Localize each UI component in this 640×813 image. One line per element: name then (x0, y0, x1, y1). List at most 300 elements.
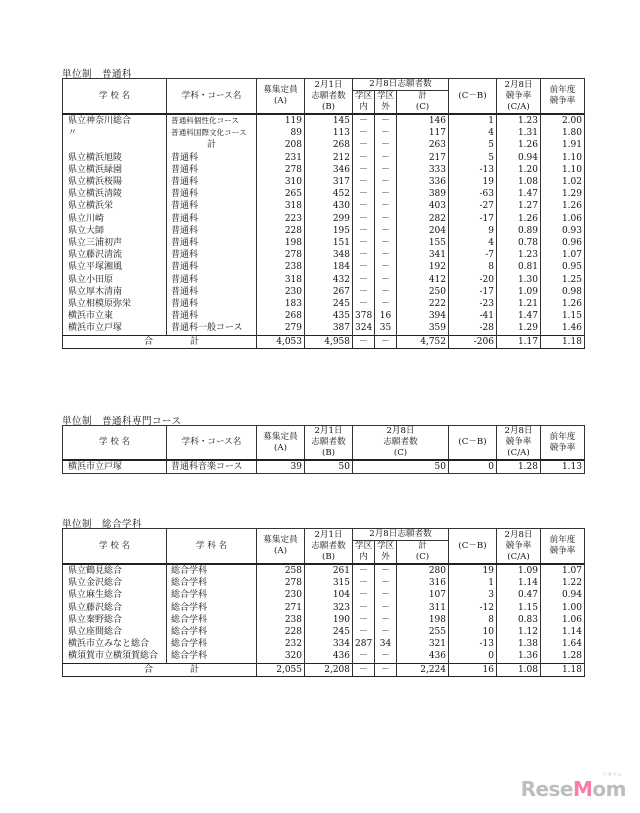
cell-ratio: 1.09 (497, 286, 541, 298)
cell-diff: -7 (449, 249, 497, 261)
cell-outside: － (375, 152, 397, 164)
cell-feb1: 436 (305, 650, 353, 662)
table-row (63, 650, 585, 662)
cell-quota: 39 (257, 461, 305, 473)
header-diff: (C－B) (449, 79, 497, 115)
cell-ratio: 1.27 (497, 200, 541, 212)
total-diff: -206 (449, 335, 497, 348)
cell-school: 〃 (63, 127, 167, 139)
header-quota: 募集定員 (A) (257, 529, 305, 565)
cell-diff: 1 (449, 115, 497, 127)
total-row (63, 663, 585, 676)
cell-total: 336 (397, 176, 449, 188)
cell-diff: 4 (449, 127, 497, 139)
cell-school: 横浜市立戸塚 (63, 322, 167, 334)
cell-outside: － (375, 249, 397, 261)
cell-inside: － (353, 164, 375, 176)
cell-outside: － (375, 200, 397, 212)
cell-school: 県立川崎 (63, 213, 167, 225)
cell-course: 普通科 (167, 274, 257, 286)
cell-diff: 19 (449, 565, 497, 577)
cell-ratio: 0.47 (497, 589, 541, 601)
cell-ratio: 1.29 (497, 322, 541, 334)
cell-quota: 271 (257, 602, 305, 614)
table-row (63, 127, 585, 139)
resemom-logo: ReseMom (520, 777, 626, 801)
cell-feb1: 184 (305, 261, 353, 273)
cell-total: 282 (397, 213, 449, 225)
cell-quota: 230 (257, 286, 305, 298)
total-outside: － (375, 663, 397, 676)
header-prev: 前年度 競争率 (541, 426, 585, 461)
cell-outside: － (375, 650, 397, 662)
total-quota: 4,053 (257, 335, 305, 348)
cell-prev: 1.26 (541, 200, 585, 212)
cell-school: 県立鶴見総合 (63, 565, 167, 577)
header-course: 学科・コース名 (167, 426, 257, 461)
table-row (63, 237, 585, 249)
header-prev: 前年度 競争率 (541, 529, 585, 565)
header-outside: 学区 外 (375, 91, 397, 115)
table-row (63, 638, 585, 650)
cell-prev: 0.94 (541, 589, 585, 601)
cell-feb1: 212 (305, 152, 353, 164)
cell-quota: 278 (257, 164, 305, 176)
total-prev: 1.18 (541, 663, 585, 676)
cell-feb1: 261 (305, 565, 353, 577)
total-quota: 2,055 (257, 663, 305, 676)
cell-school: 県立三浦初声 (63, 237, 167, 249)
cell-quota: 231 (257, 152, 305, 164)
total-row (63, 335, 585, 348)
cell-prev: 1.13 (541, 461, 585, 473)
cell-outside: － (375, 213, 397, 225)
cell-inside: － (353, 589, 375, 601)
header-ratio: 2月8日 競争率 (C/A) (497, 529, 541, 565)
table-row (63, 213, 585, 225)
cell-diff: -12 (449, 602, 497, 614)
cell-feb1: 435 (305, 310, 353, 322)
cell-quota: 318 (257, 200, 305, 212)
cell-school: 県立横浜栄 (63, 200, 167, 212)
cell-outside: － (375, 626, 397, 638)
cell-course: 普通科 (167, 310, 257, 322)
cell-quota: 119 (257, 115, 305, 127)
section-title-general: 単位制 普通科 (62, 69, 133, 80)
cell-school (63, 139, 167, 151)
cell-course: 計 (167, 139, 257, 151)
cell-prev: 1.25 (541, 274, 585, 286)
cell-inside: － (353, 176, 375, 188)
header-school: 学 校 名 (63, 426, 167, 461)
cell-ratio: 1.09 (497, 565, 541, 577)
cell-quota: 278 (257, 577, 305, 589)
cell-feb1: 195 (305, 225, 353, 237)
cell-course: 総合学科 (167, 638, 257, 650)
cell-quota: 265 (257, 188, 305, 200)
cell-quota: 228 (257, 225, 305, 237)
cell-prev: 1.91 (541, 139, 585, 151)
total-total: 2,224 (397, 663, 449, 676)
cell-prev: 1.07 (541, 565, 585, 577)
header-school: 学 校 名 (63, 79, 167, 115)
cell-school: 県立座間総合 (63, 626, 167, 638)
cell-total: 311 (397, 602, 449, 614)
cell-total: 50 (353, 461, 449, 473)
cell-quota: 89 (257, 127, 305, 139)
cell-inside: 378 (353, 310, 375, 322)
cell-outside: 35 (375, 322, 397, 334)
cell-quota: 238 (257, 261, 305, 273)
cell-school: 県立麻生総合 (63, 589, 167, 601)
cell-total: 389 (397, 188, 449, 200)
header-outside: 学区 外 (375, 541, 397, 565)
cell-prev: 1.14 (541, 626, 585, 638)
cell-diff: -41 (449, 310, 497, 322)
cell-ratio: 0.89 (497, 225, 541, 237)
cell-inside: － (353, 286, 375, 298)
cell-feb1: 145 (305, 115, 353, 127)
logo-subtitle: リセマム (602, 772, 622, 778)
cell-diff: 1 (449, 577, 497, 589)
table-row (63, 152, 585, 164)
cell-prev: 1.22 (541, 577, 585, 589)
cell-inside: 287 (353, 638, 375, 650)
cell-diff: -27 (449, 200, 497, 212)
cell-inside: － (353, 127, 375, 139)
table-specialty-course (62, 425, 585, 474)
table-row (63, 461, 585, 473)
cell-ratio: 0.83 (497, 614, 541, 626)
cell-feb1: 317 (305, 176, 353, 188)
section-title-integrated: 単位制 総合学科 (62, 519, 143, 530)
table-row (63, 614, 585, 626)
cell-course: 普通科 (167, 200, 257, 212)
cell-quota: 198 (257, 237, 305, 249)
cell-course: 普通科 (167, 213, 257, 225)
cell-ratio: 1.36 (497, 650, 541, 662)
cell-total: 250 (397, 286, 449, 298)
cell-outside: － (375, 188, 397, 200)
header-ratio: 2月8日 競争率 (C/A) (497, 426, 541, 461)
cell-course: 普通科音楽コース (167, 461, 257, 473)
cell-course: 普通科 (167, 261, 257, 273)
cell-inside: － (353, 249, 375, 261)
cell-feb1: 432 (305, 274, 353, 286)
cell-outside: － (375, 225, 397, 237)
cell-prev: 1.06 (541, 614, 585, 626)
cell-outside: － (375, 565, 397, 577)
cell-feb1: 323 (305, 602, 353, 614)
cell-diff: 5 (449, 139, 497, 151)
header-inside: 学区 内 (353, 91, 375, 115)
cell-diff: 5 (449, 152, 497, 164)
cell-total: 117 (397, 127, 449, 139)
cell-ratio: 1.31 (497, 127, 541, 139)
cell-inside: － (353, 650, 375, 662)
table-row (63, 286, 585, 298)
cell-feb1: 299 (305, 213, 353, 225)
cell-ratio: 1.21 (497, 298, 541, 310)
header-feb8-group: 2月8日志願者数 (353, 79, 449, 91)
cell-prev: 0.98 (541, 286, 585, 298)
cell-inside: － (353, 188, 375, 200)
cell-course: 総合学科 (167, 577, 257, 589)
cell-diff: -20 (449, 274, 497, 286)
cell-diff: -63 (449, 188, 497, 200)
cell-inside: － (353, 115, 375, 127)
cell-feb1: 245 (305, 298, 353, 310)
cell-outside: － (375, 115, 397, 127)
cell-course: 総合学科 (167, 602, 257, 614)
cell-total: 146 (397, 115, 449, 127)
cell-prev: 1.07 (541, 249, 585, 261)
cell-course: 普通科 (167, 237, 257, 249)
cell-course: 普通科 (167, 188, 257, 200)
cell-ratio: 0.78 (497, 237, 541, 249)
cell-quota: 278 (257, 249, 305, 261)
cell-diff: 0 (449, 650, 497, 662)
cell-prev: 1.02 (541, 176, 585, 188)
cell-quota: 268 (257, 310, 305, 322)
cell-prev: 0.96 (541, 237, 585, 249)
cell-prev: 1.29 (541, 188, 585, 200)
total-total: 4,752 (397, 335, 449, 348)
cell-school: 県立金沢総合 (63, 577, 167, 589)
header-total: 計 (C) (397, 91, 449, 115)
cell-inside: － (353, 225, 375, 237)
cell-quota: 223 (257, 213, 305, 225)
cell-course: 総合学科 (167, 614, 257, 626)
section-title-specialty: 単位制 普通科専門コース (62, 416, 182, 427)
cell-diff: 8 (449, 261, 497, 273)
cell-diff: -23 (449, 298, 497, 310)
cell-prev: 1.46 (541, 322, 585, 334)
cell-school: 県立藤沢総合 (63, 602, 167, 614)
cell-diff: -17 (449, 213, 497, 225)
cell-prev: 1.64 (541, 638, 585, 650)
cell-ratio: 1.26 (497, 213, 541, 225)
table-row (63, 225, 585, 237)
table-row (63, 115, 585, 127)
cell-feb1: 387 (305, 322, 353, 334)
total-ratio: 1.08 (497, 663, 541, 676)
cell-course: 普通科 (167, 249, 257, 261)
table-row (63, 139, 585, 151)
cell-feb1: 346 (305, 164, 353, 176)
cell-inside: － (353, 213, 375, 225)
cell-diff: 19 (449, 176, 497, 188)
cell-quota: 310 (257, 176, 305, 188)
cell-outside: － (375, 127, 397, 139)
cell-school: 県立秦野総合 (63, 614, 167, 626)
total-inside: － (353, 335, 375, 348)
total-outside: － (375, 335, 397, 348)
header-course: 学科・コース名 (167, 79, 257, 115)
cell-inside: － (353, 261, 375, 273)
cell-outside: － (375, 614, 397, 626)
cell-school: 県立藤沢清流 (63, 249, 167, 261)
cell-school: 横浜市立みなと総合 (63, 638, 167, 650)
cell-prev: 1.10 (541, 152, 585, 164)
cell-feb1: 104 (305, 589, 353, 601)
table-row (63, 322, 585, 334)
cell-feb1: 113 (305, 127, 353, 139)
cell-inside: － (353, 274, 375, 286)
cell-outside: － (375, 274, 397, 286)
header-feb1: 2月1日 志願者数 (B) (305, 426, 353, 461)
header-diff: (C－B) (449, 529, 497, 565)
total-diff: 16 (449, 663, 497, 676)
cell-inside: 324 (353, 322, 375, 334)
cell-ratio: 1.14 (497, 577, 541, 589)
cell-total: 198 (397, 614, 449, 626)
cell-course: 普通科一般コース (167, 322, 257, 334)
cell-quota: 230 (257, 589, 305, 601)
cell-outside: 16 (375, 310, 397, 322)
cell-course: 普通科 (167, 164, 257, 176)
cell-prev: 1.80 (541, 127, 585, 139)
cell-prev: 2.00 (541, 115, 585, 127)
cell-total: 394 (397, 310, 449, 322)
cell-course: 普通科個性化コース (167, 115, 257, 127)
cell-outside: － (375, 237, 397, 249)
cell-total: 436 (397, 650, 449, 662)
cell-school: 横浜市立戸塚 (63, 461, 167, 473)
table-row (63, 200, 585, 212)
cell-quota: 232 (257, 638, 305, 650)
cell-feb1: 190 (305, 614, 353, 626)
cell-outside: － (375, 577, 397, 589)
total-inside: － (353, 663, 375, 676)
cell-course: 総合学科 (167, 626, 257, 638)
cell-ratio: 1.47 (497, 188, 541, 200)
cell-prev: 1.00 (541, 602, 585, 614)
cell-prev: 0.95 (541, 261, 585, 273)
cell-school: 県立神奈川総合 (63, 115, 167, 127)
cell-outside: － (375, 286, 397, 298)
cell-course: 普通科 (167, 225, 257, 237)
cell-total: 341 (397, 249, 449, 261)
total-feb1: 4,958 (305, 335, 353, 348)
cell-total: 321 (397, 638, 449, 650)
cell-inside: － (353, 152, 375, 164)
cell-school: 県立横浜桜陽 (63, 176, 167, 188)
header-inside: 学区 内 (353, 541, 375, 565)
cell-school: 県立厚木清南 (63, 286, 167, 298)
cell-diff: 8 (449, 614, 497, 626)
cell-inside: － (353, 626, 375, 638)
total-label: 合 計 (63, 663, 257, 676)
cell-diff: 4 (449, 237, 497, 249)
cell-school: 県立相模原弥栄 (63, 298, 167, 310)
table-row (63, 589, 585, 601)
cell-outside: － (375, 139, 397, 151)
cell-ratio: 0.94 (497, 152, 541, 164)
cell-total: 217 (397, 152, 449, 164)
cell-course: 総合学科 (167, 589, 257, 601)
cell-ratio: 1.30 (497, 274, 541, 286)
header-feb1: 2月1日 志願者数 (B) (305, 529, 353, 565)
cell-course: 普通科 (167, 286, 257, 298)
table-general-course (62, 78, 585, 349)
cell-diff: 3 (449, 589, 497, 601)
cell-inside: － (353, 565, 375, 577)
cell-outside: 34 (375, 638, 397, 650)
cell-course: 普通科 (167, 176, 257, 188)
cell-ratio: 0.81 (497, 261, 541, 273)
cell-prev: 1.15 (541, 310, 585, 322)
table-row (63, 565, 585, 577)
cell-diff: -17 (449, 286, 497, 298)
header-ratio: 2月8日 競争率 (C/A) (497, 79, 541, 115)
cell-total: 107 (397, 589, 449, 601)
cell-diff: 10 (449, 626, 497, 638)
cell-prev: 1.06 (541, 213, 585, 225)
cell-quota: 238 (257, 614, 305, 626)
cell-school: 県立横浜緑園 (63, 164, 167, 176)
cell-inside: － (353, 602, 375, 614)
cell-outside: － (375, 298, 397, 310)
cell-diff: -13 (449, 638, 497, 650)
cell-diff: 0 (449, 461, 497, 473)
cell-quota: 320 (257, 650, 305, 662)
header-prev: 前年度 競争率 (541, 79, 585, 115)
cell-inside: － (353, 614, 375, 626)
cell-prev: 0.93 (541, 225, 585, 237)
header-total: 計 (C) (397, 541, 449, 565)
cell-ratio: 1.20 (497, 164, 541, 176)
table-row (63, 188, 585, 200)
header-feb1: 2月1日 志願者数 (B) (305, 79, 353, 115)
table-row (63, 274, 585, 286)
cell-ratio: 1.38 (497, 638, 541, 650)
cell-ratio: 1.12 (497, 626, 541, 638)
cell-prev: 1.10 (541, 164, 585, 176)
cell-total: 255 (397, 626, 449, 638)
total-label: 合 計 (63, 335, 257, 348)
cell-inside: － (353, 139, 375, 151)
cell-prev: 1.28 (541, 650, 585, 662)
cell-feb1: 452 (305, 188, 353, 200)
table-row (63, 310, 585, 322)
cell-outside: － (375, 602, 397, 614)
cell-school: 県立大師 (63, 225, 167, 237)
cell-school: 県立横浜清陵 (63, 188, 167, 200)
cell-feb1: 268 (305, 139, 353, 151)
cell-inside: － (353, 200, 375, 212)
cell-school: 横須賀市立横須賀総合 (63, 650, 167, 662)
cell-prev: 1.26 (541, 298, 585, 310)
table-row (63, 164, 585, 176)
cell-outside: － (375, 261, 397, 273)
cell-feb1: 267 (305, 286, 353, 298)
table-row (63, 176, 585, 188)
cell-ratio: 1.15 (497, 602, 541, 614)
table-row (63, 298, 585, 310)
cell-feb1: 348 (305, 249, 353, 261)
table-row (63, 577, 585, 589)
cell-total: 316 (397, 577, 449, 589)
cell-total: 155 (397, 237, 449, 249)
cell-inside: － (353, 237, 375, 249)
header-feb8-group: 2月8日志願者数 (353, 529, 449, 541)
cell-feb1: 245 (305, 626, 353, 638)
cell-quota: 183 (257, 298, 305, 310)
cell-total: 280 (397, 565, 449, 577)
header-course: 学 科 名 (167, 529, 257, 565)
cell-quota: 279 (257, 322, 305, 334)
